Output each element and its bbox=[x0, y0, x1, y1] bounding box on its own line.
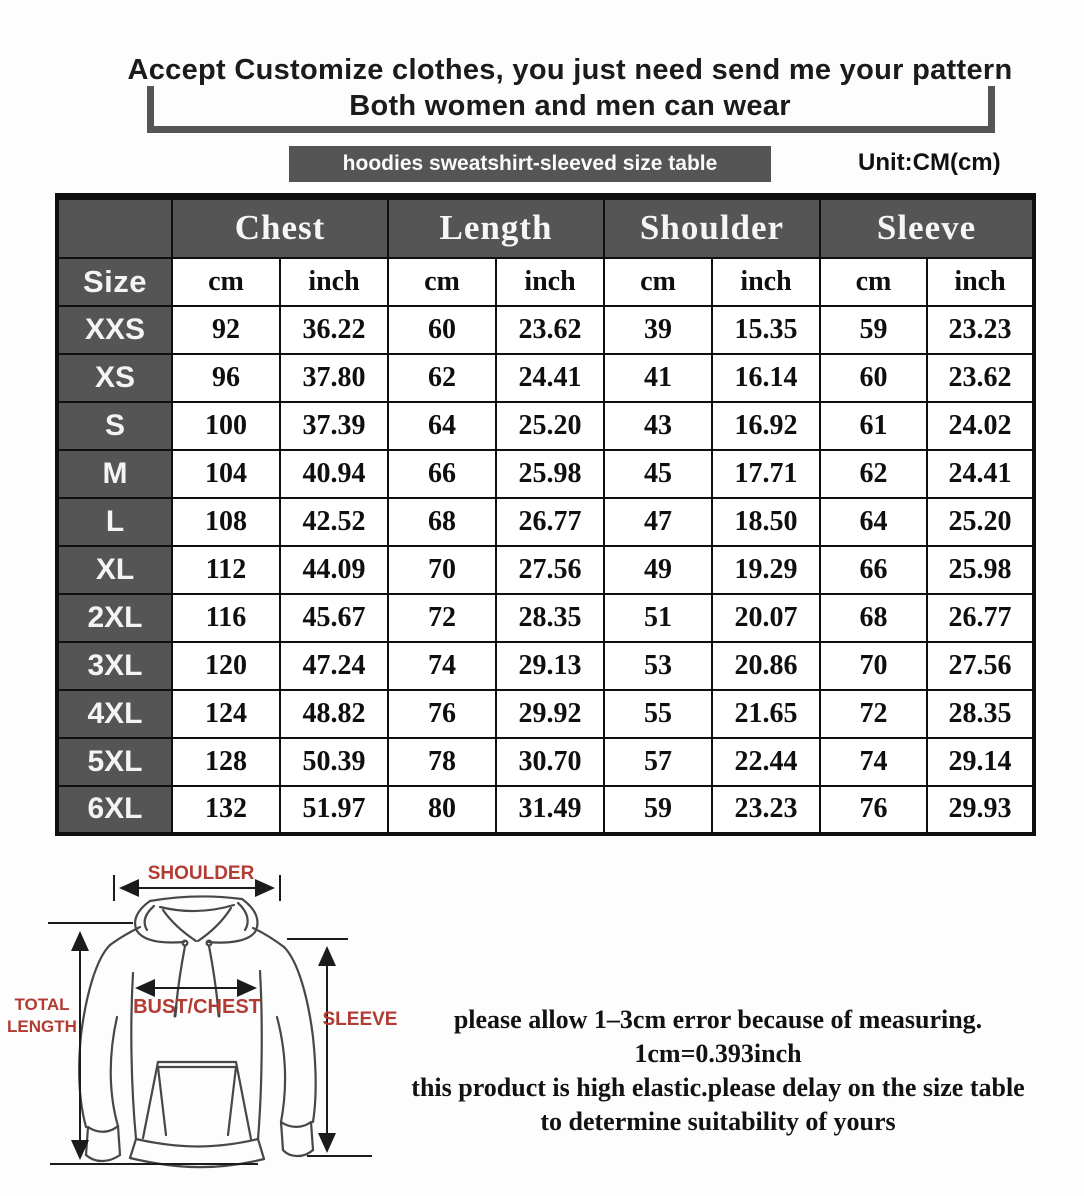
measurement-cell: 74 bbox=[820, 738, 927, 786]
top-note-line1: Accept Customize clothes, you just need send me your pattern bbox=[127, 54, 1013, 86]
group-header-chest: Chest bbox=[172, 197, 388, 258]
measurement-cell: 47.24 bbox=[280, 642, 388, 690]
measurement-cell: 60 bbox=[820, 354, 927, 402]
measurement-cell: 25.20 bbox=[496, 402, 604, 450]
measurement-cell: 66 bbox=[820, 546, 927, 594]
measuring-notes bbox=[380, 1003, 1056, 1139]
unit-header-row bbox=[57, 258, 1034, 306]
unit-header: cm bbox=[604, 258, 712, 306]
measurement-cell: 64 bbox=[388, 402, 496, 450]
measurement-cell: 74 bbox=[388, 642, 496, 690]
measurement-cell: 29.13 bbox=[496, 642, 604, 690]
measurement-cell: 26.77 bbox=[496, 498, 604, 546]
size-table bbox=[55, 193, 1036, 836]
measurement-cell: 100 bbox=[172, 402, 280, 450]
unit-header: inch bbox=[496, 258, 604, 306]
total-length-label-1: TOTAL bbox=[14, 995, 70, 1014]
measurement-cell: 116 bbox=[172, 594, 280, 642]
measurement-cell: 80 bbox=[388, 786, 496, 834]
measurement-cell: 62 bbox=[820, 450, 927, 498]
measurement-cell: 43 bbox=[604, 402, 712, 450]
size-label: 4XL bbox=[57, 690, 172, 738]
size-label: 3XL bbox=[57, 642, 172, 690]
measurement-cell: 72 bbox=[388, 594, 496, 642]
size-label: XXS bbox=[57, 306, 172, 354]
table-row bbox=[57, 738, 1034, 786]
table-title-banner: hoodies sweatshirt-sleeved size table bbox=[289, 146, 771, 182]
table-row bbox=[57, 354, 1034, 402]
shoulder-label: SHOULDER bbox=[147, 863, 255, 884]
measurement-cell: 40.94 bbox=[280, 450, 388, 498]
measurement-cell: 42.52 bbox=[280, 498, 388, 546]
measurement-cell: 25.98 bbox=[927, 546, 1034, 594]
measurement-cell: 39 bbox=[604, 306, 712, 354]
measurement-cell: 51.97 bbox=[280, 786, 388, 834]
hoodie-outline-drawing bbox=[79, 896, 315, 1167]
measurement-cell: 48.82 bbox=[280, 690, 388, 738]
measurement-cell: 37.80 bbox=[280, 354, 388, 402]
group-header-length: Length bbox=[388, 197, 604, 258]
measurement-cell: 60 bbox=[388, 306, 496, 354]
measurement-cell: 78 bbox=[388, 738, 496, 786]
table-row bbox=[57, 546, 1034, 594]
measurement-cell: 27.56 bbox=[927, 642, 1034, 690]
measurement-cell: 51 bbox=[604, 594, 712, 642]
bust-chest-label: BUST/CHEST bbox=[133, 996, 261, 1018]
measurement-cell: 25.98 bbox=[496, 450, 604, 498]
measurement-cell: 68 bbox=[388, 498, 496, 546]
measurement-cell: 104 bbox=[172, 450, 280, 498]
measurement-cell: 31.49 bbox=[496, 786, 604, 834]
measurement-cell: 112 bbox=[172, 546, 280, 594]
table-row bbox=[57, 594, 1034, 642]
measurement-cell: 59 bbox=[820, 306, 927, 354]
table-row bbox=[57, 642, 1034, 690]
size-label: S bbox=[57, 402, 172, 450]
note-line3: this product is high elastic.please delay on the size table bbox=[411, 1073, 1025, 1102]
measurement-cell: 72 bbox=[820, 690, 927, 738]
size-label: L bbox=[57, 498, 172, 546]
measurement-cell: 53 bbox=[604, 642, 712, 690]
unit-header: inch bbox=[712, 258, 820, 306]
measurement-cell: 66 bbox=[388, 450, 496, 498]
unit-header: cm bbox=[172, 258, 280, 306]
size-header: Size bbox=[57, 258, 172, 306]
size-label: M bbox=[57, 450, 172, 498]
size-table-body bbox=[57, 306, 1034, 834]
top-note-line2: Both women and men can wear bbox=[349, 90, 791, 122]
table-row bbox=[57, 786, 1034, 834]
measurement-cell: 23.23 bbox=[927, 306, 1034, 354]
measurement-cell: 28.35 bbox=[927, 690, 1034, 738]
measurement-cell: 27.56 bbox=[496, 546, 604, 594]
measurement-cell: 25.20 bbox=[927, 498, 1034, 546]
measurement-cell: 41 bbox=[604, 354, 712, 402]
note-line2: 1cm=0.393inch bbox=[634, 1039, 802, 1068]
measurement-cell: 96 bbox=[172, 354, 280, 402]
measurement-cell: 45.67 bbox=[280, 594, 388, 642]
size-label: XL bbox=[57, 546, 172, 594]
hoodie-size-diagram bbox=[0, 855, 440, 1196]
measurement-cell: 19.29 bbox=[712, 546, 820, 594]
measurement-cell: 61 bbox=[820, 402, 927, 450]
measurement-cell: 55 bbox=[604, 690, 712, 738]
measurement-cell: 62 bbox=[388, 354, 496, 402]
measurement-cell: 28.35 bbox=[496, 594, 604, 642]
measurement-cell: 47 bbox=[604, 498, 712, 546]
top-note bbox=[88, 52, 1052, 124]
measurement-cell: 24.02 bbox=[927, 402, 1034, 450]
size-label: 5XL bbox=[57, 738, 172, 786]
measurement-cell: 29.93 bbox=[927, 786, 1034, 834]
measurement-cell: 16.92 bbox=[712, 402, 820, 450]
measurement-cell: 68 bbox=[820, 594, 927, 642]
measurement-cell: 37.39 bbox=[280, 402, 388, 450]
size-label: XS bbox=[57, 354, 172, 402]
measurement-cell: 70 bbox=[820, 642, 927, 690]
group-header-sleeve: Sleeve bbox=[820, 197, 1034, 258]
group-header-shoulder: Shoulder bbox=[604, 197, 820, 258]
table-row bbox=[57, 306, 1034, 354]
size-label: 6XL bbox=[57, 786, 172, 834]
measurement-cell: 15.35 bbox=[712, 306, 820, 354]
corner-cell bbox=[57, 197, 172, 258]
measurement-cell: 26.77 bbox=[927, 594, 1034, 642]
measurement-cell: 76 bbox=[388, 690, 496, 738]
total-length-label-2: LENGTH bbox=[7, 1017, 77, 1036]
unit-header: cm bbox=[820, 258, 927, 306]
measurement-cell: 18.50 bbox=[712, 498, 820, 546]
measurement-cell: 29.92 bbox=[496, 690, 604, 738]
unit-header: inch bbox=[927, 258, 1034, 306]
measurement-cell: 50.39 bbox=[280, 738, 388, 786]
unit-header: inch bbox=[280, 258, 388, 306]
measurement-cell: 23.62 bbox=[496, 306, 604, 354]
measurement-cell: 120 bbox=[172, 642, 280, 690]
measurement-cell: 108 bbox=[172, 498, 280, 546]
table-row bbox=[57, 690, 1034, 738]
measurement-cell: 49 bbox=[604, 546, 712, 594]
measurement-cell: 17.71 bbox=[712, 450, 820, 498]
measurement-cell: 30.70 bbox=[496, 738, 604, 786]
measurement-cell: 23.23 bbox=[712, 786, 820, 834]
measurement-cell: 24.41 bbox=[927, 450, 1034, 498]
note-line4: to determine suitability of yours bbox=[540, 1107, 896, 1136]
measurement-cell: 23.62 bbox=[927, 354, 1034, 402]
measurement-cell: 128 bbox=[172, 738, 280, 786]
unit-header: cm bbox=[388, 258, 496, 306]
measurement-cell: 20.86 bbox=[712, 642, 820, 690]
measurement-cell: 24.41 bbox=[496, 354, 604, 402]
unit-label: Unit:CM(cm) bbox=[858, 149, 1001, 176]
table-row bbox=[57, 450, 1034, 498]
measurement-cell: 59 bbox=[604, 786, 712, 834]
measurement-cell: 36.22 bbox=[280, 306, 388, 354]
group-header-row bbox=[57, 197, 1034, 258]
measurement-cell: 44.09 bbox=[280, 546, 388, 594]
measurement-cell: 20.07 bbox=[712, 594, 820, 642]
measurement-cell: 70 bbox=[388, 546, 496, 594]
size-label: 2XL bbox=[57, 594, 172, 642]
measurement-cell: 29.14 bbox=[927, 738, 1034, 786]
measurement-cell: 132 bbox=[172, 786, 280, 834]
measurement-cell: 124 bbox=[172, 690, 280, 738]
measurement-cell: 64 bbox=[820, 498, 927, 546]
measurement-cell: 92 bbox=[172, 306, 280, 354]
table-row bbox=[57, 402, 1034, 450]
measurement-cell: 21.65 bbox=[712, 690, 820, 738]
measurement-cell: 22.44 bbox=[712, 738, 820, 786]
table-row bbox=[57, 498, 1034, 546]
note-line1: please allow 1–3cm error because of measuring. bbox=[453, 1005, 983, 1034]
measurement-cell: 45 bbox=[604, 450, 712, 498]
measurement-cell: 16.14 bbox=[712, 354, 820, 402]
sleeve-label: SLEEVE bbox=[322, 1009, 398, 1030]
measurement-cell: 76 bbox=[820, 786, 927, 834]
measurement-cell: 57 bbox=[604, 738, 712, 786]
